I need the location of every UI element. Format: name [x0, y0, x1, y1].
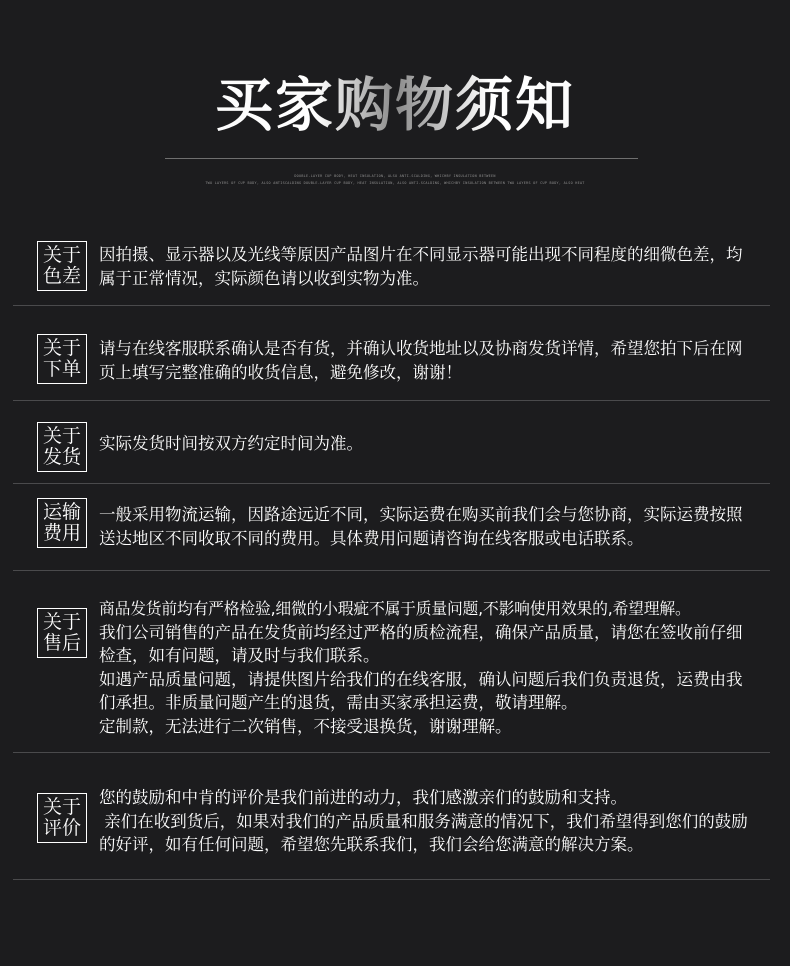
section-paragraph: 请与在线客服联系确认是否有货，并确认收货地址以及协商发货详情，希望您拍下后在网页上填写完整准确的收货信息，避免修改，谢谢！ [99, 339, 743, 382]
section-divider [13, 879, 770, 880]
section-divider [13, 483, 770, 484]
section-label-after-sales [37, 608, 87, 658]
section-label-top: 关于 [42, 337, 81, 359]
section-text-freight [99, 503, 758, 550]
section-divider [13, 305, 770, 306]
section-text-color-difference [99, 243, 758, 290]
section-label-bottom: 评价 [42, 817, 81, 839]
section-paragraph: 您的鼓励和中肯的评价是我们前进的动力，我们感激亲们的鼓励和支持。 [99, 788, 627, 807]
section-divider [13, 752, 770, 753]
section-label-freight [37, 498, 87, 548]
section-text-shipping [99, 432, 758, 456]
section-text-after-sales [99, 597, 758, 738]
section-paragraph: 实际发货时间按双方约定时间为准。 [99, 434, 363, 453]
section-label-top: 关于 [42, 796, 81, 818]
section-text-ordering [99, 337, 758, 384]
section-divider [13, 570, 770, 571]
section-paragraph: 因拍摄、显示器以及光线等原因产品图片在不同显示器可能出现不同程度的细微色差，均属于正常情况，实际颜色请以收到实物为准。 [99, 245, 743, 288]
section-label-bottom: 下单 [42, 358, 81, 380]
section-paragraph: 我们公司销售的产品在发货前均经过严格的质检流程，确保产品质量，请您在签收前仔细检查，如有问题，请及时与我们联系。 [99, 622, 743, 665]
title-divider [165, 158, 638, 159]
section-paragraph: 定制款，无法进行二次销售，不接受退换货，谢谢理解。 [99, 716, 512, 736]
section-text-reviews [99, 786, 758, 857]
subtitle-line-1: DOUBLE-LAYER CUP BODY, HEAT INSULATION, ALSO ANTI-SCALDING, WHICHBY INSULATION BETWEEN [294, 174, 496, 178]
section-divider [13, 400, 770, 401]
section-label-top: 关于 [42, 611, 81, 633]
section-label-bottom: 色差 [42, 265, 81, 287]
section-label-reviews [37, 793, 87, 843]
section-label-ordering [37, 334, 87, 384]
section-label-bottom: 发货 [42, 446, 81, 468]
section-label-shipping [37, 422, 87, 472]
section-label-top: 关于 [42, 244, 81, 266]
section-paragraph: 商品发货前均有严格检验,细微的小瑕疵不属于质量问题,不影响使用效果的,希望理解。 [99, 599, 691, 618]
section-label-bottom: 费用 [42, 522, 81, 544]
section-label-bottom: 售后 [42, 632, 81, 654]
section-paragraph: 亲们在收到货后，如果对我们的产品质量和服务满意的情况下，我们希望得到您们的鼓励的好评，如有任何问题，希望您先联系我们，我们会给您满意的解决方案。 [99, 811, 748, 854]
section-paragraph: 如遇产品质量问题，请提供图片给我们的在线客服，确认问题后我们负责退货，运费由我们承担。非质量问题产生的退货，需由买家承担运费，敬请理解。 [99, 669, 743, 712]
section-label-top: 运输 [42, 501, 81, 523]
section-label-color-difference [37, 241, 87, 291]
page-title: 买家购物须知 [0, 70, 790, 140]
section-label-top: 关于 [42, 425, 81, 447]
subtitle-line-2: TWO LAYERS OF CUP BODY, ALSO ANTISCALDING DOUBLE-LAYER CUP BODY, HEAT INSULATION, ALSO ANTI-SCALDING, WHICHBY INSULATION BETWEEN TWO LAYERS OF CUP BODY, ALSO HEAT [205, 181, 585, 185]
section-paragraph: 一般采用物流运输，因路途远近不同，实际运费在购买前我们会与您协商，实际运费按照送达地区不同收取不同的费用。具体费用问题请咨询在线客服或电话联系。 [99, 505, 743, 548]
